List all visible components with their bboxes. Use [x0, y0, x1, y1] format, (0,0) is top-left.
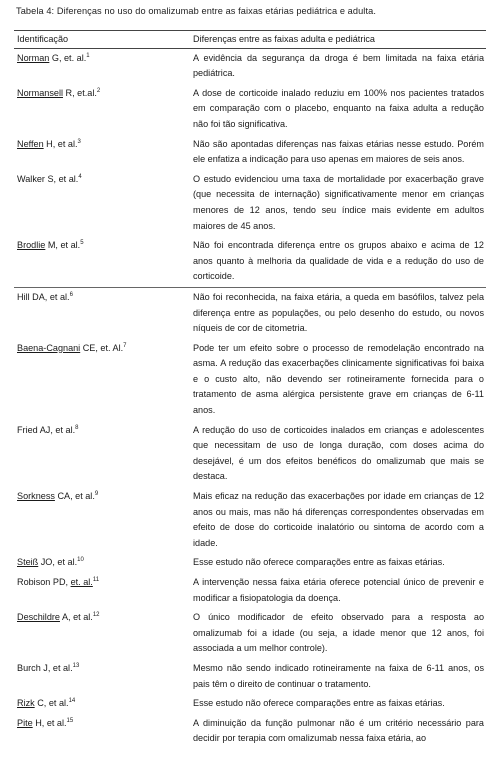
reference-number: 2: [96, 87, 101, 94]
difference-description: A intervenção nessa faixa etária oferece potencial único de prevenir e modificar a fisiopatologia da doença.: [193, 577, 484, 603]
reference-text-suffix: R, et.al.: [63, 87, 97, 98]
reference-underlined-text: Sorkness: [17, 491, 55, 502]
table-row: [14, 339, 486, 421]
reference-underlined-text: et. al.: [70, 577, 93, 587]
table-row: [14, 659, 486, 694]
table-row: [14, 135, 486, 170]
reference-cell: [14, 553, 190, 573]
table-row: [14, 608, 486, 659]
reference-number: 7: [123, 342, 127, 349]
reference-cell: [14, 170, 190, 236]
reference-underlined-text: Neffen: [17, 138, 44, 149]
reference-cell: [14, 694, 190, 714]
reference-text: Burch J, et al.: [17, 662, 73, 673]
reference-number: 9: [94, 491, 99, 498]
difference-description: Não foi encontrada diferença entre os grupos abaixo e acima de 12 anos quanto à melhoria da qualidade de vida e a redução do uso de corticoide.: [193, 240, 484, 282]
table-row: [14, 694, 486, 714]
reference-cell: [14, 487, 190, 553]
reference-underlined-text: Norman: [17, 52, 50, 63]
reference-text-suffix: H, et al.: [32, 717, 67, 728]
reference-number: 12: [92, 612, 100, 619]
difference-description: Mesmo não sendo indicado rotineiramente na faixa de 6-11 anos, os pais têm o direito de continuar o tratamento.: [193, 662, 484, 689]
reference-number: 8: [75, 424, 79, 431]
reference-underlined-text: Steiß: [17, 557, 39, 568]
difference-description: O estudo evidenciou uma taxa de mortalidade por exacerbação grave (que necessita de internação) significativamente menor em crianças menores de 12 anos, tendo seu índice mais evidente em adultos maiores de 45 anos.: [193, 173, 484, 231]
difference-description: A redução do uso de corticoides inalados em crianças e adolescentes que necessitam de uso de longa duração, com doses acima do desejável, é um dos efeitos benéficos do omalizumab que mais se destaca.: [193, 424, 484, 482]
reference-number: 1: [86, 52, 90, 59]
difference-description: Não foi reconhecida, na faixa etária, a queda em basófilos, talvez pela diferença entre as populações, ou pelo desenho do estudo, ou novos níqueis de cor de citometria.: [190, 287, 486, 338]
reference-cell: [14, 135, 190, 170]
reference-cell: [14, 573, 190, 608]
reference-cell: [14, 659, 190, 694]
reference-cell: [14, 236, 190, 287]
reference-text: Walker S, et al.: [17, 173, 79, 184]
reference-text-suffix: H, et al.: [43, 138, 78, 149]
reference-cell: [14, 608, 190, 659]
reference-cell: [14, 287, 190, 338]
table-row: [14, 553, 486, 573]
reference-text-suffix: CE, et. Al.: [80, 342, 124, 353]
table-row: [14, 487, 486, 553]
difference-description: Não são apontadas diferenças nas faixas etárias nesse estudo. Porém ele enfatiza a indicação para uso apenas em maiores de seis anos.: [193, 138, 484, 165]
difference-description: A dose de corticoide inalado reduziu em 100% nos pacientes tratados em comparação com o placebo, enquanto na faixa adulta a redução não foi tão significativa.: [193, 87, 484, 129]
reference-cell: [14, 48, 190, 84]
table-caption: Tabela 4: Diferenças no uso do omalizumab entre as faixas etárias pediátrica e adulta.: [16, 6, 376, 16]
reference-number: 3: [77, 138, 81, 145]
reference-text-suffix: C, et al.: [34, 698, 69, 709]
table-row: [14, 573, 486, 608]
reference-text-suffix: JO, et al.: [38, 557, 78, 568]
reference-number: 11: [92, 577, 100, 583]
header-diferencas: Diferenças entre as faixas adulta e pediátrica: [190, 31, 486, 49]
difference-description: Esse estudo não oferece comparações entre as faixas etárias.: [193, 557, 445, 568]
reference-number: 13: [72, 662, 80, 669]
reference-text-suffix: M, et al.: [45, 240, 81, 251]
table-row: [14, 48, 486, 84]
table-row: [14, 714, 486, 749]
table-row: [14, 170, 486, 236]
table-row: [14, 236, 486, 287]
difference-description: A evidência da segurança da droga é bem limitada na faixa etária pediátrica.: [193, 52, 484, 79]
reference-cell: [14, 84, 190, 135]
reference-cell: [14, 421, 190, 487]
reference-cell: [14, 339, 190, 421]
reference-number: 15: [66, 717, 74, 724]
reference-number: 5: [80, 240, 84, 247]
reference-underlined-text: Pite: [17, 717, 33, 728]
header-identificacao: Identificação: [14, 31, 190, 49]
reference-underlined-text: Rizk: [17, 698, 35, 709]
reference-number: 6: [69, 291, 73, 298]
reference-underlined-text: Normansell: [17, 87, 63, 98]
table-header-row: [14, 31, 486, 49]
reference-text: Robison PD,: [17, 577, 71, 587]
data-table: [14, 30, 486, 749]
reference-text-suffix: CA, et al.: [54, 491, 95, 502]
reference-number: 10: [77, 557, 84, 564]
table-row: [14, 287, 486, 338]
reference-number: 4: [78, 173, 82, 180]
reference-text: Fried AJ, et al.: [17, 424, 76, 435]
reference-text: Hill DA, et al.: [17, 291, 70, 302]
difference-description: Esse estudo não oferece comparações entre as faixas etárias.: [193, 698, 445, 709]
reference-underlined-text: Deschildre: [17, 612, 60, 623]
difference-description: A diminuição da função pulmonar não é um critério necessário para decidir por terapia com omalizumab nessa faixa etária, ao: [193, 717, 484, 744]
table-row: [14, 84, 486, 135]
reference-text-suffix: A, et al.: [59, 612, 93, 623]
reference-text-suffix: G, et. al.: [49, 52, 87, 63]
difference-description: O único modificador de efeito observado para a resposta ao omalizumab foi a idade (ou seja, a idade menor que 12 anos, foi associada a um melhor controle).: [193, 612, 484, 654]
reference-number: 14: [68, 698, 76, 705]
reference-cell: [14, 714, 190, 749]
reference-underlined-text: Baena-Cagnani: [17, 342, 81, 353]
table-row: [14, 421, 486, 487]
difference-description: Mais eficaz na redução das exacerbações por idade em crianças de 12 anos ou mais, mas não há diferenças correspondentes observadas em efeito de dose do corticoide inalatório ou sintoma de acordo com a idade.: [193, 491, 484, 548]
reference-underlined-text: Brodlie: [17, 240, 46, 251]
difference-description: Pode ter um efeito sobre o processo de remodelação encontrado na asma. A redução das exacerbações clinicamente significativas foi baixa e o custo alto, não devendo ser rotineiramente fornecida para o tratamento de asma alérgica persistente grave em crianças de 6-11 anos.: [193, 342, 484, 416]
